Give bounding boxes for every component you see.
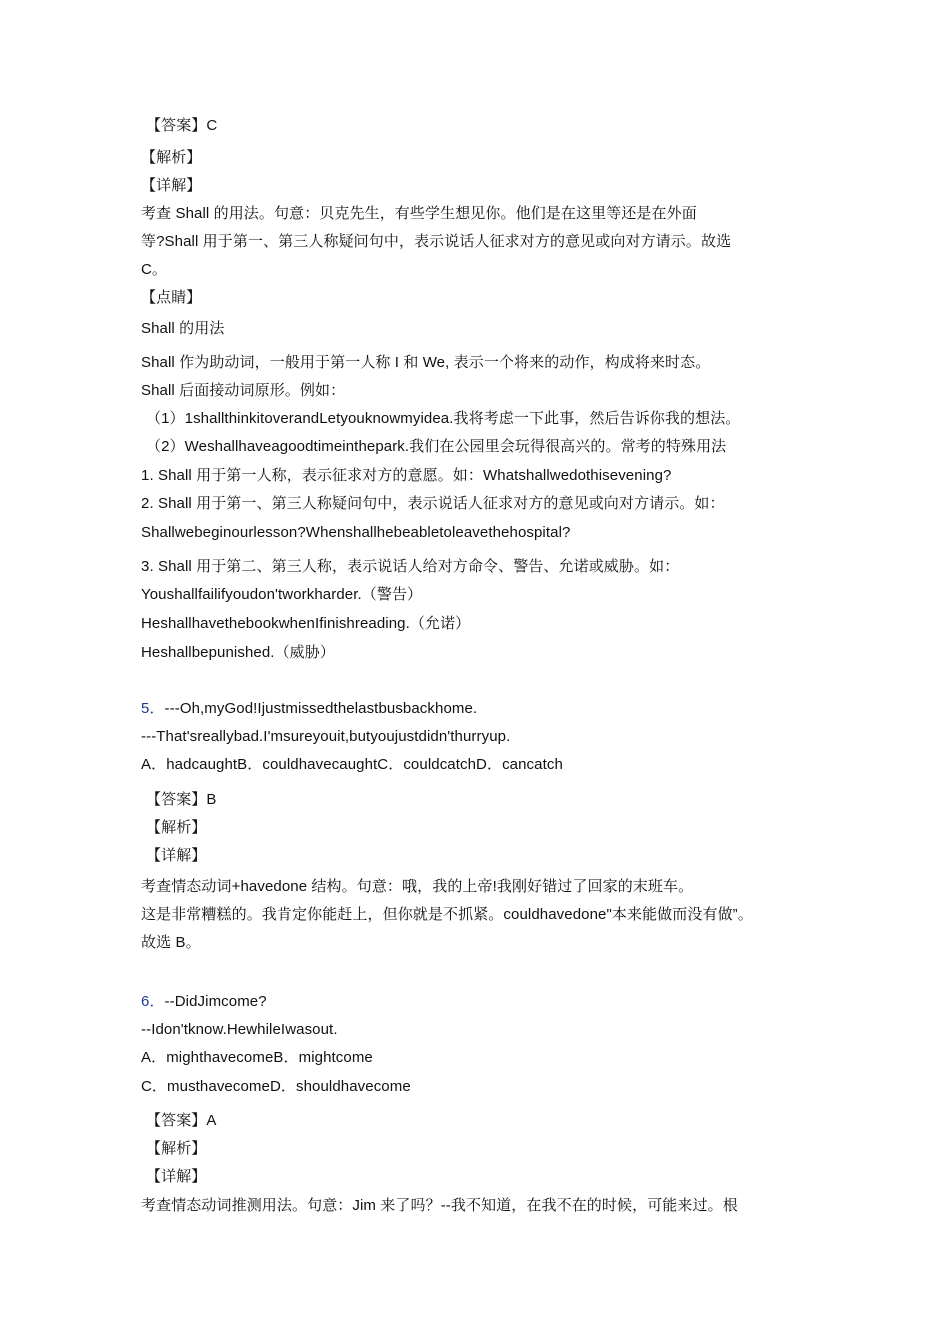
q4-analysis-heading: 【解析】 [141,149,202,166]
q5-number: 5． [141,700,165,717]
q6-options-1: A．mighthavecomeB．mightcome [141,1049,373,1066]
q4-paragraph-1: Shall 作为助动词，一般用于第一人称 I 和 We, 表示一个将来的动作，构成将来时态。 [141,354,711,371]
q6-answer: 【答案】A [146,1112,217,1129]
q5-analysis-heading: 【解析】 [146,819,207,836]
q4-usage-1: 1. Shall 用于第一人称，表示征求对方的意愿。如：Whatshallwedothisevening? [141,467,672,484]
q4-usage-3-example-b: HeshallhavethebookwhenIfinishreading.（允诺） [141,615,471,632]
q4-explanation-line-1: 考查 Shall 的用法。句意：贝克先生，有些学生想见你。他们是在这里等还是在外面 [141,205,697,222]
q4-explanation-line-3: C。 [141,261,168,278]
q5-options: A．hadcaughtB．couldhavecaughtC．couldcatchD．cancatch [141,756,563,773]
q5-prompt-line-1 [141,699,477,719]
q4-tip-heading: 【点睛】 [141,289,202,306]
q4-usage-2: 2. Shall 用于第一、第三人称疑问句中，表示说话人征求对方的意见或向对方请示。如： [141,495,725,512]
q5-detail-heading: 【详解】 [146,847,207,864]
q6-number: 6． [141,993,165,1010]
q4-paragraph-2: Shall 后面接动词原形。例如： [141,382,346,399]
q5-explanation-line-3: 故选 B。 [141,934,201,951]
q6-dialog-1: --DidJimcome? [164,993,267,1010]
q6-detail-heading: 【详解】 [146,1168,207,1185]
q4-answer: 【答案】C [146,117,218,134]
q5-explanation-line-1: 考查情态动词+havedone 结构。句意：哦，我的上帝!我刚好错过了回家的末班车。 [141,878,694,895]
q5-dialog-2: ---That'sreallybad.I'msureyouit,butyoujustdidn'thurryup. [141,728,511,745]
q5-explanation-line-2: 这是非常糟糕的。我肯定你能赶上，但你就是不抓紧。couldhavedone"本来能做而没有做”。 [141,906,753,923]
q4-usage-2-example: Shallwebeginourlesson?Whenshallhebeabletoleavethehospital? [141,524,571,541]
q5-answer: 【答案】B [146,791,217,808]
q6-dialog-2: --Idon'tknow.HewhileIwasout. [141,1021,338,1038]
q4-detail-heading: 【详解】 [141,177,202,194]
q6-analysis-heading: 【解析】 [146,1140,207,1157]
q4-usage-3: 3. Shall 用于第二、第三人称，表示说话人给对方命令、警告、允诺或威胁。如： [141,558,680,575]
q4-usage-3-example-a: Youshallfailifyoudon'tworkharder.（警告） [141,586,423,603]
q4-example-1: （1）1shallthinkitoverandLetyouknowmyidea.我将考虑一下此事，然后告诉你我的想法。 [146,410,741,427]
q4-usage-3-example-c: Heshallbepunished.（威胁） [141,644,335,661]
q4-example-2: （2）Weshallhaveagoodtimeinthepark.我们在公园里会玩得很高兴的。常考的特殊用法 [146,438,727,455]
q6-prompt-line-1 [141,992,267,1012]
q4-tip-title: Shall 的用法 [141,320,225,337]
q6-explanation-line-1: 考查情态动词推测用法。句意：Jim 来了吗？--我不知道，在我不在的时候，可能来过。根 [141,1197,738,1214]
q4-explanation-line-2: 等?Shall 用于第一、第三人称疑问句中，表示说话人征求对方的意见或向对方请示。故选 [141,233,732,250]
q6-options-2: C．musthavecomeD．shouldhavecome [141,1078,411,1095]
q5-dialog-1: ---Oh,myGod!Ijustmissedthelastbusbackhome. [164,700,478,717]
